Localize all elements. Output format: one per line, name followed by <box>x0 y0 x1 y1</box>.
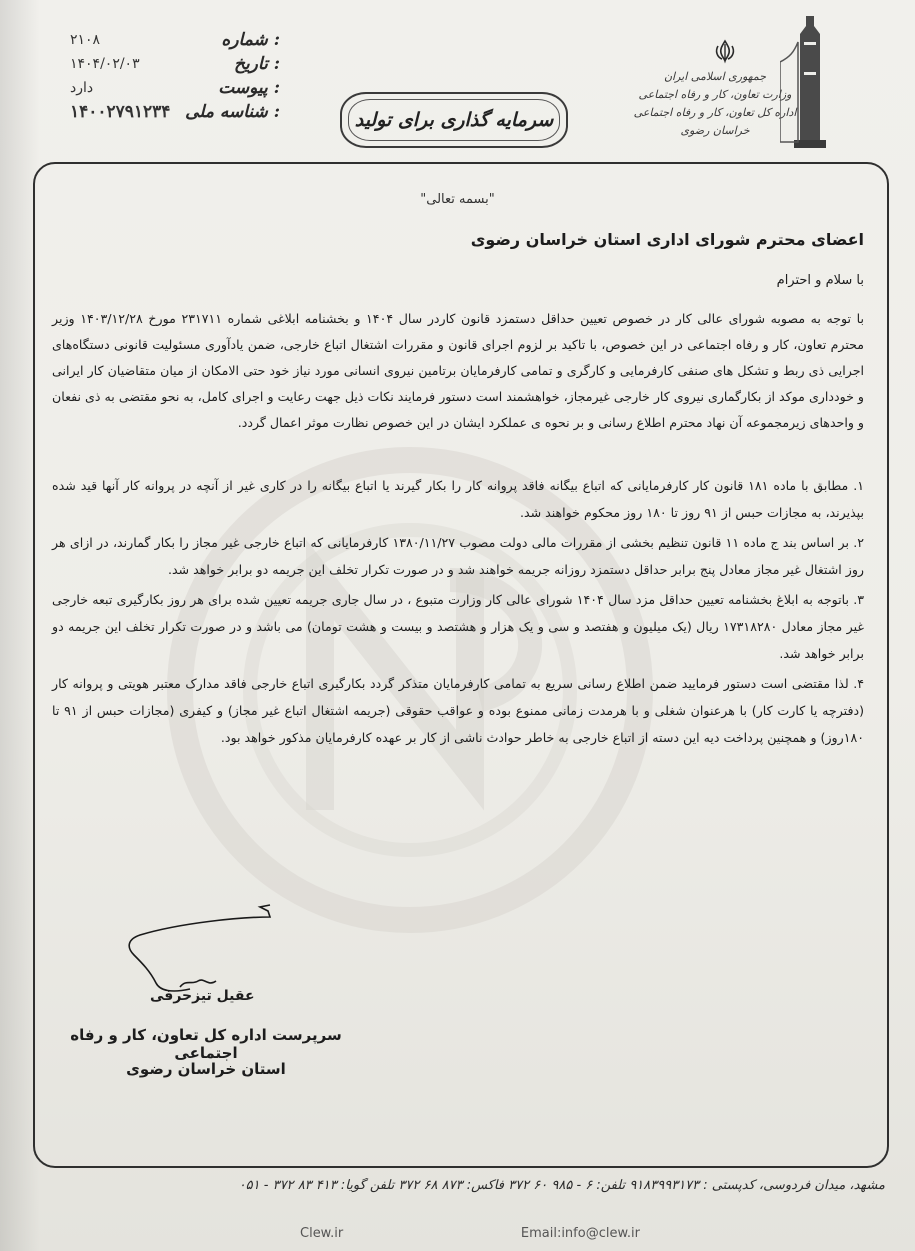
date-row <box>70 52 280 76</box>
slogan-text: سرمایه گذاری برای تولید <box>354 109 554 131</box>
list-item: ۲. بر اساس بند ج ماده ۱۱ قانون تنظیم بخشی از مقررات مالی دولت مصوب ۱۳۸۰/۱۱/۲۷ کارفرمایانی که اتباع خارجی غیر مجاز را بکار گمارند، در ازای هر روز اشتغال غیر مجاز معادل پنج برابر حداقل دستمزد روزانه جریمه خواهند شد و در صورت تکرار تخلف این جریمه دو برابر خواهد شد. <box>52 535 864 577</box>
letter-metadata <box>70 28 280 124</box>
date-label: تاریخ : <box>233 54 280 74</box>
numbered-items <box>52 472 864 751</box>
basmala: "بسمه تعالی" <box>420 192 495 207</box>
footer-website: Clew.ir <box>300 1226 344 1241</box>
attachment-value: دارد <box>70 80 94 96</box>
number-value: ۲۱۰۸ <box>70 32 101 48</box>
signatory-province: استان خراسان رضوی <box>126 1060 286 1078</box>
attachment-label: پیوست : <box>218 78 280 98</box>
national-id-label: شناسه ملی : <box>185 102 280 122</box>
footer-email: Email:info@clew.ir <box>520 1226 640 1241</box>
number-row <box>70 28 280 52</box>
list-item: ۱. مطابق با ماده ۱۸۱ قانون کار کارفرمایانی که اتباع بیگانه فاقد پروانه کار را بکار گیرند یا اتباع بیگانه را در کاری غیر از آنچه در پروانه کار آنها قید شده بپذیرند، به مجازات حبس از ۹۱ روز تا ۱۸۰ روز محکوم خواهند شد. <box>52 478 864 520</box>
list-item: ۳. باتوجه به ابلاغ بخشنامه تعیین حداقل مزد سال ۱۴۰۴ شورای عالی کار وزارت متبوع ، در سال جاری جریمه تعیین شده برای هر روز بکارگیری تبعه خارجی غیر مجاز معادل ۱۷۳۱۸۲۸۰ ریال (یک میلیون و هفتصد و سی و یک هزار و هشتصد و بیست و هشت تومان) می باشد و در صورت تکرار تخلف این جریمه دو برابر خواهد شد. <box>52 592 864 661</box>
org-line-2: وزارت تعاون، کار و رفاه اجتماعی <box>638 88 792 101</box>
org-line-1: جمهوری اسلامی ایران <box>663 70 767 83</box>
footer-contacts <box>300 1226 640 1241</box>
footer-address: مشهد، میدان فردوسی، کدپستی : ۹۱۸۳۹۹۳۱۷۳ تلفن: ۶ - ۹۸۵ ۶۰ ۳۷۲ فاکس: ۸۷۳ ۶۸ ۳۷۲ تلفن گویا: ۴۱۳ ۸۳ ۳۷۲ - ۰۵۱ <box>238 1178 885 1193</box>
list-item: ۴. لذا مقتضی است دستور فرمایید ضمن اطلاع رسانی سریع به تمامی کارفرمایان متذکر گردد بکارگیری اتباع خارجی فاقد مدارک معتبر هویتی و پروانه کار (دفترچه یا کارت کار) با هرعنوان شغلی و با هرمدت زمانی ممنوع بوده و عواقب حقوقی (جریمه اشتغال اتباع غیر مجاز) و کیفری (مجازات حبس از ۹۱ تا ۱۸۰روز) و همچنین پرداخت دیه این دسته از اتباع خارجی به خاطر حوادث ناشی از کار بر عهده کارفرمایان مذکور خواهد بود. <box>52 676 864 745</box>
national-id-row <box>70 100 280 124</box>
addressee: اعضای محترم شورای اداری استان خراسان رضوی <box>470 230 864 249</box>
date-value: ۱۴۰۴/۰۲/۰۳ <box>70 56 140 72</box>
intro-paragraph: با توجه به مصوبه شورای عالی کار در خصوص تعیین حداقل دستمزد قانون کاردر سال ۱۴۰۴ و بخشنامه ابلاغی شماره ۲۳۱۷۱۱ مورخ ۱۴۰۳/۱۲/۲۸ وزیر محترم تعاون، کار و رفاه اجتماعی در این خصوص، با تاکید بر لزوم اجرای قانون و مقررات اشتغال اتباع خارجی، ضمن یادآوری مسئولیت قانونی دستگاه‌های اجرایی ذی ربط و تشکل های صنفی کارفرمایی و کارگری و تمامی کارفرمایان برتامین نیروی انسانی مورد نیاز خود حتی الامکان از میان متقاضیان کار ایرانی و خودداری موکد از بکارگماری نیروی کار خارجی غیرمجاز، خواهشمند است دستور فرمایند نکات ذیل جهت رعایت و اجرای کامل، به نحو مقتضی به ذی نفعان و واحدهای زیرمجموعه آن نهاد محترم اطلاع رسانی و بر نحوه ی عملکرد ایشان در این خصوص نظارت موثر اعمال گردد. <box>52 311 864 430</box>
number-label: شماره : <box>221 30 280 50</box>
signatory-title: سرپرست اداره کل تعاون، کار و رفاه اجتماعی <box>70 1026 342 1062</box>
national-id-value: ۱۴۰۰۲۷۹۱۲۳۴ <box>70 102 171 122</box>
attachment-row <box>70 76 280 100</box>
org-line-3: اداره کل تعاون، کار و رفاه اجتماعی خراسان رضوی <box>633 106 797 137</box>
slogan-badge <box>340 92 568 148</box>
greeting: با سلام و احترام <box>776 273 864 288</box>
signatory-name: عقیل تیزحرفی <box>150 988 255 1004</box>
minaret-logo-icon <box>780 12 840 152</box>
letter-body <box>52 230 864 754</box>
organization-name <box>630 40 800 140</box>
